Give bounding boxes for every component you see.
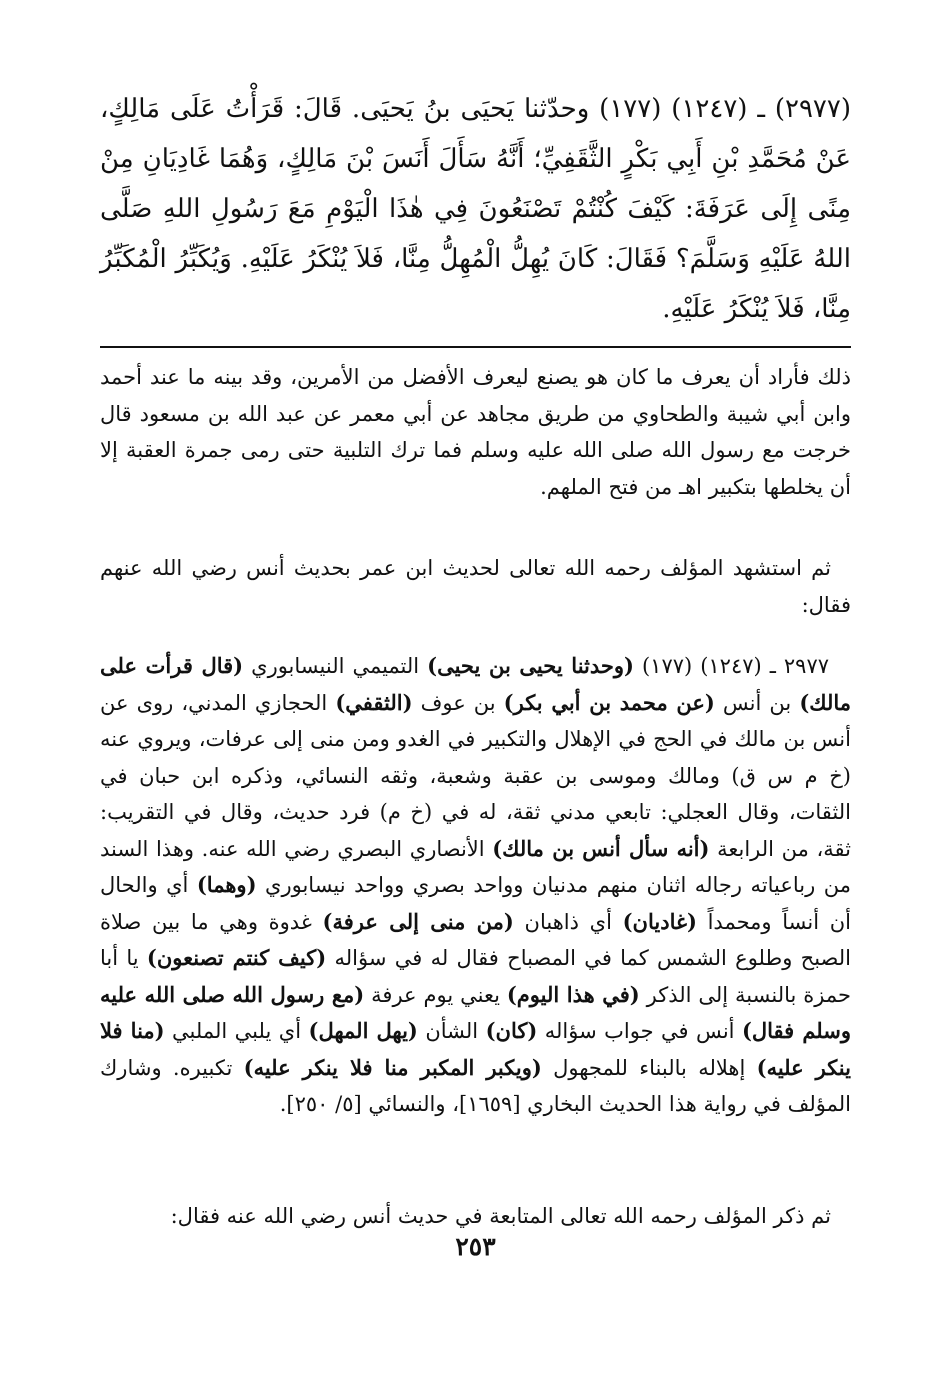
commentary-text: غدوة وهي ما بين صلاة الصبح وطلوع الشمس كما في المصباح فقال له في سؤاله xyxy=(100,909,851,970)
commentary-text: تكبيره. وشارك المؤلف في رواية هذا الحديث البخاري [١٦٥٩]، والنسائي [٥/ ٢٥٠]. xyxy=(100,1055,851,1116)
commentary-text: أنس في جواب سؤاله xyxy=(537,1019,742,1043)
quoted-matn: (مع رسول الله صلى الله عليه وسلم فقال) xyxy=(100,981,851,1043)
commentary-text: بن عوف xyxy=(412,690,504,715)
commentary-text: أي والحال أن أنساً ومحمداً xyxy=(100,873,851,934)
quoted-matn: (أنه سأل أنس بن مالك) xyxy=(492,835,710,861)
quoted-matn: (عن محمد بن أبي بكر) xyxy=(503,689,715,715)
commentary-text: بن أنس xyxy=(714,690,800,715)
quoted-matn: (قال قرأت على مالك) xyxy=(100,653,851,715)
quoted-matn: (غاديان) xyxy=(622,908,697,934)
quoted-matn: (كان) xyxy=(485,1018,538,1043)
commentary-text: يعني يوم عرفة xyxy=(364,982,507,1007)
hadith-text xyxy=(100,84,851,334)
transition-text-1: ثم استشهد المؤلف رحمه الله تعالى لحديث ابن عمر بحديث أنس رضي الله عنهم فقال: xyxy=(100,556,851,617)
quoted-matn: (وهما) xyxy=(196,872,257,897)
transition-paragraph-1 xyxy=(100,550,851,623)
quoted-matn: (منا فلا ينكر عليه) xyxy=(100,1018,851,1080)
quoted-matn: (من منى إلى عرفة) xyxy=(322,908,514,934)
quoted-matn: (ويكبر المكبر منا فلا ينكر عليه) xyxy=(243,1054,542,1080)
hadith-number: ٢٩٧٧ ـ (١٢٤٧) (١٧٧) xyxy=(633,654,830,678)
quoted-matn: (في هذا اليوم) xyxy=(506,981,640,1007)
commentary-intro-text: ذلك فأراد أن يعرف ما كان هو يصنع ليعرف الأفضل من الأمرين، وقد بينه ما عند أحمد وابن أبي شيبة والطحاوي من طريق مجاهد عن أبي معمر عن عبد الله بن مسعود قال خرجت مع رسول الله صلى الله عليه وسلم فما ترك التلبية حتى رمى جمرة العقبة إلا أن يخلطها بتكبير اهـ من فتح الملهم. xyxy=(100,365,851,499)
commentary-intro-paragraph xyxy=(100,359,851,505)
transition-paragraph-2 xyxy=(100,1198,851,1235)
commentary-text: أي يلبي الملبي xyxy=(164,1019,309,1043)
hadith-commentary-paragraph xyxy=(100,648,851,1123)
footnote-separator-line xyxy=(100,346,851,348)
quoted-matn: (كيف كنتم تصنعون) xyxy=(146,945,327,970)
hadith-matn: (٢٩٧٧) ـ (١٢٤٧) (١٧٧) وحدّثنا يَحيَى بنُ يَحيَى. قَالَ: قَرَأْتُ عَلَى مَالِكٍ، عَنْ مُحَمَّدِ بْنِ أَبِي بَكْرٍ الثَّقَفِيِّ؛ أَنَّهُ سَأَلَ أَنَسَ بْنَ مَالِكٍ، وَهُمَا غَادِيَانِ مِنْ مِنًى إِلَى عَرَفَةَ: كَيْفَ كُنْتُمْ تَصْنَعُونَ فِي هٰذَا الْيَوْمِ مَعَ رَسُولِ اللهِ صَلَّى اللهُ عَلَيْهِ وَسَلَّمَ؟ فَقَالَ: كَانَ يُهِلُّ الْمُهِلُّ مِنَّا، فَلاَ يُنْكَرُ عَلَيْهِ. وَيُكَبِّرُ الْمُكَبِّرُ مِنَّا، فَلاَ يُنْكَرُ عَلَيْهِ. xyxy=(100,94,851,324)
commentary-text: الشأن xyxy=(417,1019,486,1043)
page-number: ٢٥٣ xyxy=(455,1232,496,1261)
quoted-matn: (وحدثنا يحيى بن يحيى) xyxy=(427,653,634,678)
commentary-text: إهلاله بالبناء للمجهول xyxy=(541,1055,757,1080)
commentary-text: التميمي النيسابوري xyxy=(243,654,428,678)
quoted-matn: (الثقفي) xyxy=(335,689,413,715)
commentary-text: يا أبا حمزة بالنسبة إلى الذكر xyxy=(100,946,851,1007)
commentary-text: الحجازي المدني، روى عن أنس بن مالك في الحج في الإهلال والتكبير في الغدو ومن منى إلى عرفات، ويروي عنه (خ م س ق) ومالك وموسى بن عقبة وشعبة، وثقه النسائي، وذكره ابن حبان في الثقات، وقال العجلي: تابعي مدني ثقة، له في (خ م) فرد حديث، وقال في التقريب: ثقة، من الرابعة xyxy=(100,690,851,861)
commentary-text: الأنصاري البصري رضي الله عنه. وهذا السند من رباعياته رجاله اثنان منهم مدنيان وواحد بصري وواحد نيسابوري xyxy=(100,836,851,897)
quoted-matn: (يهل المهل) xyxy=(308,1018,418,1043)
transition-text-2: ثم ذكر المؤلف رحمه الله تعالى المتابعة في حديث أنس رضي الله عنه فقال: xyxy=(170,1204,831,1228)
commentary-text: أي ذاهبان xyxy=(513,909,623,934)
